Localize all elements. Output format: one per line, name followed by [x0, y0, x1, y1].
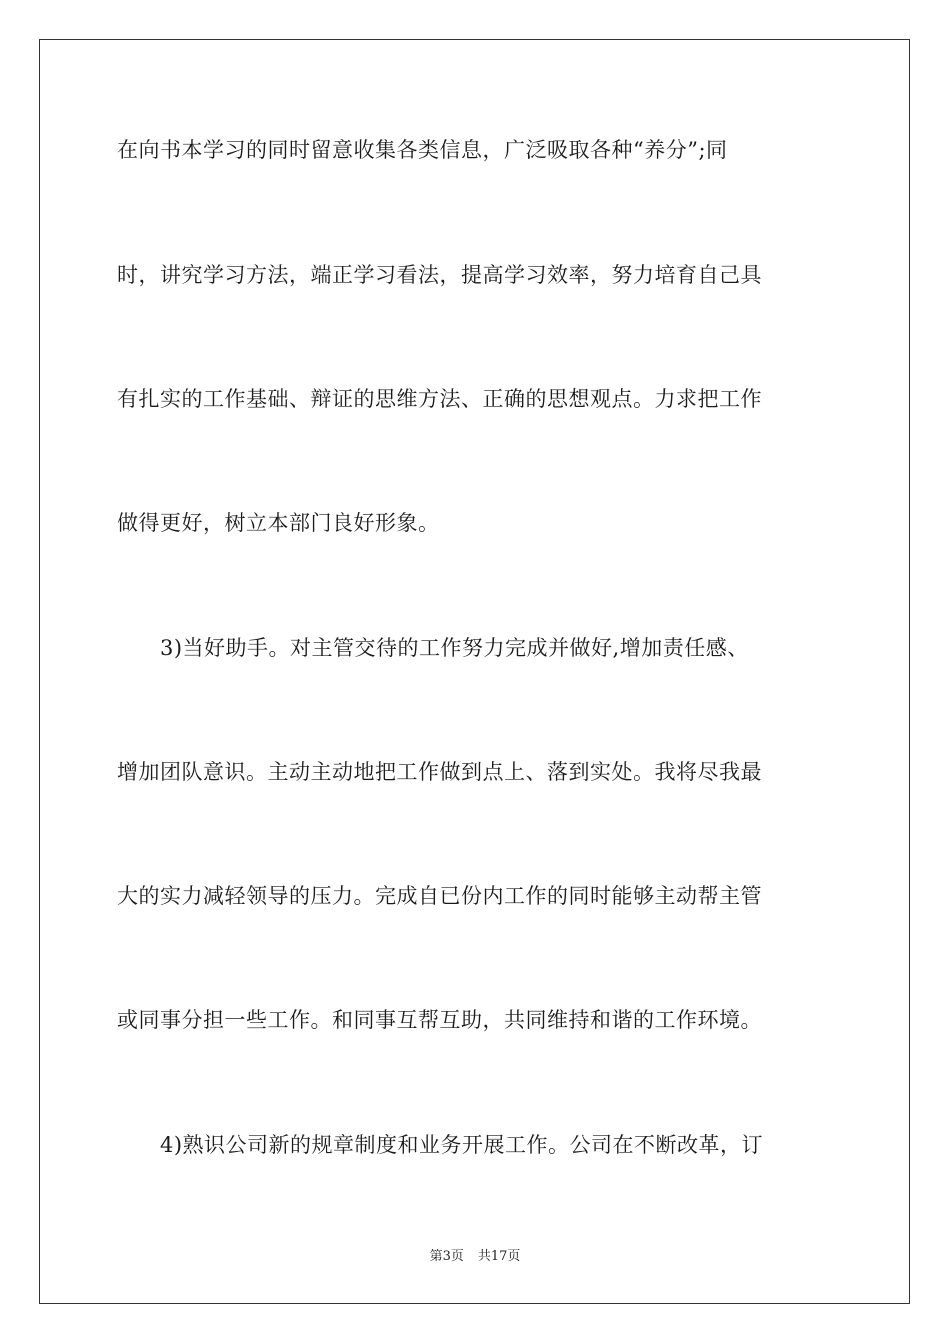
page-number-current: 第3页 [429, 1249, 464, 1264]
text-line: 有扎实的工作基础、辩证的思维方法、正确的思想观点。力求把工作 [117, 387, 762, 411]
text-line: 时，讲究学习方法，端正学习看法，提高学习效率，努力培育自己具 [117, 263, 762, 287]
text-line: 增加团队意识。主动主动地把工作做到点上、落到实处。我将尽我最 [117, 760, 762, 784]
text-line: 大的实力减轻领导的压力。完成自已份内工作的同时能够主动帮主管 [117, 884, 762, 908]
text-line: 3)当好助手。对主管交待的工作努力完成并做好,增加责任感、 [160, 636, 749, 660]
text-line: 4)熟识公司新的规章制度和业务开展工作。公司在不断改革，订 [160, 1133, 764, 1157]
page-footer [0, 1248, 950, 1266]
page-border [39, 39, 910, 1304]
text-line: 或同事分担一些工作。和同事互帮互助，共同维持和谐的工作环境。 [117, 1008, 762, 1032]
text-line: 在向书本学习的同时留意收集各类信息，广泛吸取各种“养分”;同 [117, 138, 728, 162]
page-number-total: 共17页 [477, 1249, 521, 1264]
text-line: 做得更好，树立本部门良好形象。 [117, 511, 440, 535]
